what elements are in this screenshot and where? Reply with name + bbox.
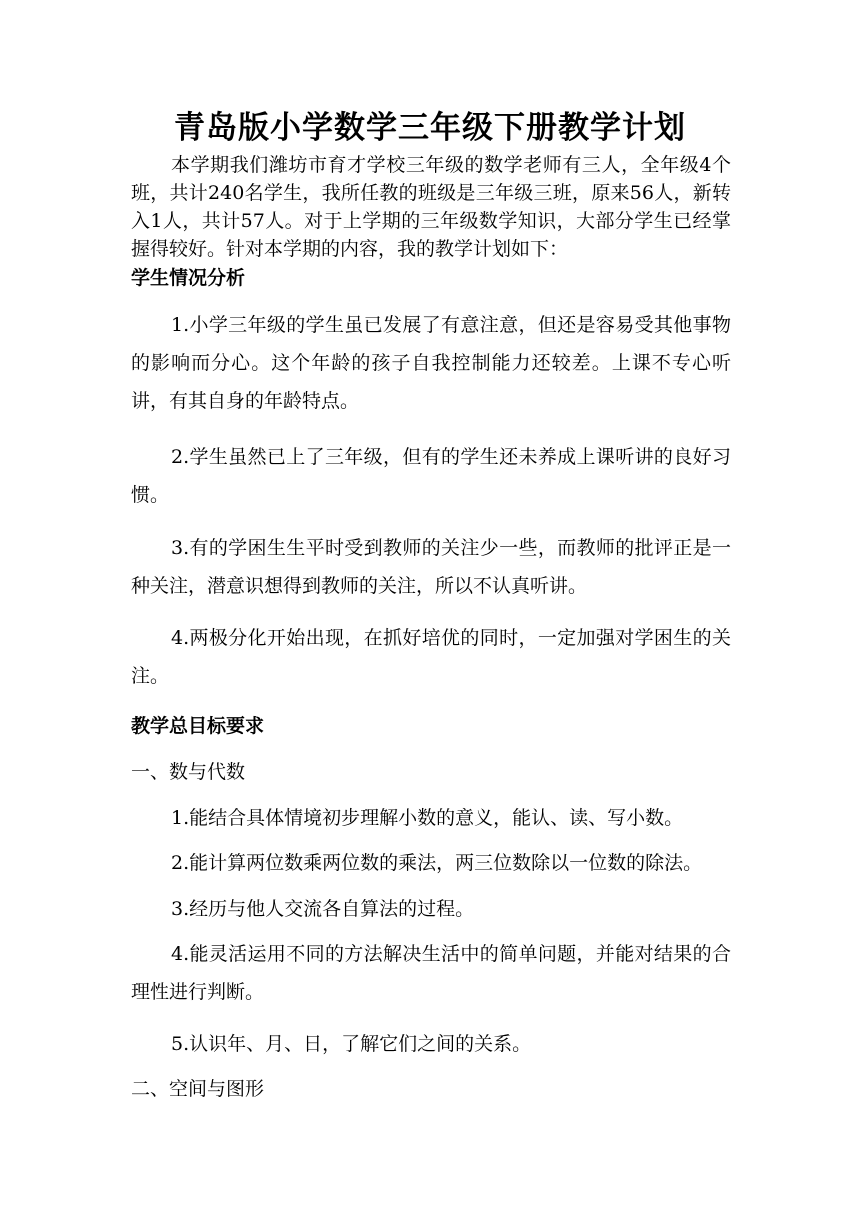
document-title: 青岛版小学数学三年级下册教学计划 — [174, 110, 686, 146]
intro-paragraph: 本学期我们潍坊市育才学校三年级的数学老师有三人，全年级4个班，共计240名学生，我所任教的班级是三年级三班，原来56人，新转入1人，共计57人。对于上学期的三年级数学知识，大部分学生已经掌握得较好。针对本学期的内容，我的教学计划如下： — [131, 154, 731, 260]
goal-item-2: 2.能计算两位数乘两位数的乘法，两三位数除以一位数的除法。 — [171, 852, 703, 874]
goal-item-5: 5.认识年、月、日，了解它们之间的关系。 — [171, 1033, 532, 1055]
subsection-heading-space-shapes: 二、空间与图形 — [131, 1078, 265, 1100]
goal-item-4: 4.能灵活运用不同的方法解决生活中的简单问题，并能对结果的合理性进行判断。 — [131, 943, 731, 1003]
section-heading-teaching-goals: 教学总目标要求 — [131, 715, 265, 737]
goal-item-1: 1.能结合具体情境初步理解小数的意义，能认、读、写小数。 — [171, 807, 684, 829]
analysis-item-2: 2.学生虽然已上了三年级，但有的学生还未养成上课听讲的良好习惯。 — [131, 446, 731, 506]
analysis-item-1: 1.小学三年级的学生虽已发展了有意注意，但还是容易受其他事物的影响而分心。这个年龄的孩子自我控制能力还较差。上课不专心听讲，有其自身的年龄特点。 — [131, 314, 731, 412]
section-heading-student-analysis: 学生情况分析 — [131, 267, 246, 289]
analysis-item-4: 4.两极分化开始出现，在抓好培优的同时，一定加强对学困生的关注。 — [131, 627, 731, 687]
analysis-item-3: 3.有的学困生生平时受到教师的关注少一些，而教师的批评正是一种关注，潜意识想得到教师的关注，所以不认真听讲。 — [131, 537, 731, 597]
subsection-heading-numbers-algebra: 一、数与代数 — [131, 761, 246, 783]
goal-item-3: 3.经历与他人交流各自算法的过程。 — [171, 898, 475, 920]
